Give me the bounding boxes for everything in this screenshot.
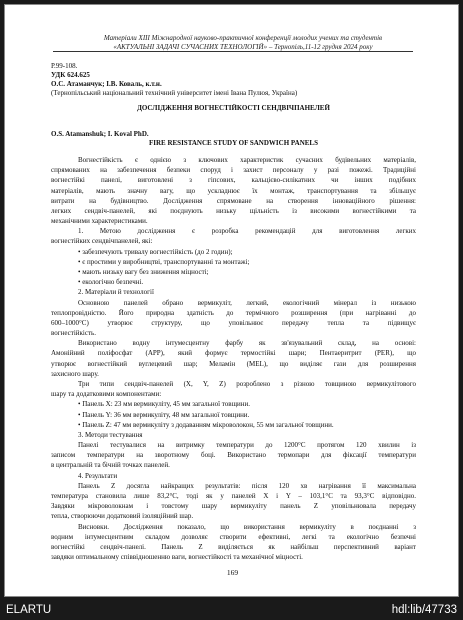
body-line: шару та додатковими компонентами: (51, 390, 162, 399)
body-line: матеріалів, мають значну вагу, що ускладнює їх монтаж, транспортування та збільшує (51, 186, 416, 195)
body-line: • мають низьку вагу без зниження міцності; (78, 268, 209, 276)
body-line: спрямованих на забезпечення безпеки споруд і захист персоналу у разі пожежі. Традиційні (51, 166, 416, 175)
body-line: • Панель Y: 36 мм вермикуліту, 48 мм загальної товщини. (78, 410, 250, 419)
body-line: вогнестійкі сендвіч-панелі. Панель Z виділяється як найбільш перспективний варіант (51, 542, 416, 551)
body-line: Панель Z досягла найкращих результатів: після 120 хв нагрівання її максимальна (78, 481, 416, 490)
body-line: • забезпечують тривалу вогнестійкість (до 2 годин); (78, 247, 233, 256)
body-line: вогнестійкість. (51, 329, 96, 338)
body-line: 4. Результати (78, 471, 118, 480)
body-line: записом температури на зворотному боці. Використано термопари для фіксації температури (51, 451, 416, 460)
body-line: температура становила лише 83,2°C, тоді як у панелей X і Y – 103,1°C та 93,3°C відповідно. (51, 491, 416, 500)
body-line: в центральній та бічній точках панелей. (51, 461, 170, 470)
body-line: Вогнестійкість є однією з ключових характеристик сучасних будівельних матеріалів, (78, 156, 416, 164)
page-range: Р.99-108. (51, 62, 78, 70)
affiliation: (Тернопільський національний технічний університет імені Івана Пулюя, Україна) (51, 89, 298, 97)
body-line: Панелі тестувалися на витримку температури до 1200°C протягом 120 хвилин із (78, 441, 416, 449)
authors-en: O.S. Atamanshuk; I. Koval PhD. (51, 130, 149, 138)
body-line: захисного шару. (51, 369, 99, 378)
body-line: теплопровідністю. Його природна здатність до термічного розширення (при нагріванні до (51, 308, 416, 317)
body-line: • Панель Z: 47 мм вермикуліту з додаванням мікроволокон, 55 мм загальної товщини. (78, 420, 334, 429)
body-line: 600–1000°C) утворює структуру, що уповільнює передачу тепла та підвищує (51, 318, 416, 327)
body-line: утворює вогнестійкий вуглецевий шар; Меламін (MEL), що виділяє гази для розширення (51, 359, 416, 368)
body-line: водним інтумесцентним складом дозволяє створити ефективні, легкі та екологічно безпечні (51, 532, 416, 541)
body-line: завдяки оптимальному співвідношенню ваги, вогнестійкості та механічної міцності. (51, 553, 303, 561)
page-content (5, 5, 460, 598)
body-line: • Панель X: 23 мм вермикуліту, 45 мм загальної товщини. (78, 400, 250, 409)
body-line: тепла, створюючи додатковий ізоляційний шар. (51, 512, 194, 521)
conference-header-line2: «АКТУАЛЬНІ ЗАДАЧІ СУЧАСНИХ ТЕХНОЛОГІЙ» – Тернопіль,11-12 грудня 2024 року (113, 43, 373, 51)
body-line: вогнестійких сендвічпанелей, які: (51, 237, 153, 246)
body-line: Використано водну інтумесцентну фарбу як зв'язувальний склад, на основі: (78, 339, 416, 348)
conference-header-line1: Матеріали XIII Міжнародної науково-практичної конференції молодих учених та студентів (103, 34, 383, 42)
body-line: Основною панелей обрано вермикуліт, легкий, екологічний мінерал із низькою (78, 298, 416, 307)
title-uk: ДОСЛІДЖЕННЯ ВОГНЕСТІЙКОСТІ СЕНДВІЧПАНЕЛЕЙ (137, 104, 330, 112)
body-line: Висновки. Дослідження показало, що використання вермикуліту в поєднанні з (78, 522, 416, 531)
header-rule (53, 51, 413, 52)
authors-uk: О.С. Атаманчук; І.В. Коваль, к.т.н. (51, 80, 162, 88)
body-line: витрати на будівництво. Дослідження спрямоване на створення інноваційного рішення: (51, 196, 416, 205)
page-number: 169 (226, 568, 239, 577)
udc-code: УДК 624.625 (51, 71, 90, 79)
body-line: легких сендвіч-панелей, які поєднують низьку щільність із високими вогнестійкими та (51, 206, 416, 215)
body-line: • екологічно безпечні. (78, 278, 144, 287)
body-line: 1. Метою дослідження є розробка рекомендацій для виготовлення легких (78, 227, 416, 236)
body-line: механічними характеристиками. (51, 217, 148, 226)
body-line: 2. Матеріали й технології (78, 288, 154, 297)
body-line: 3. Методи тестування (78, 430, 143, 439)
footer-repository: ELARTU (6, 604, 52, 616)
body-line: вогнестійкі панелі, виготовлені з гіпсових, кальцієво-силікатних чи інших подібних (51, 176, 416, 185)
document-page (4, 4, 459, 597)
footer-handle: hdl:lib/47733 (391, 604, 457, 616)
body-line: Амонійний поліфосфат (APP), який формує термостійкі шари; Пентаеритрит (PER), що (51, 349, 416, 358)
body-line: Завдяки мікроволокнам і товстому шару вермикуліту панель Z уповільнювала передачу (51, 502, 416, 511)
title-en: FIRE RESISTANCE STUDY OF SANDWICH PANELS (148, 139, 318, 147)
body-line: • є простими у виробництві, транспортуванні та монтажі; (78, 257, 250, 266)
body-line: Три типи сендвіч-панелей (X, Y, Z) розроблено з різною товщиною вермикулітового (78, 380, 416, 388)
